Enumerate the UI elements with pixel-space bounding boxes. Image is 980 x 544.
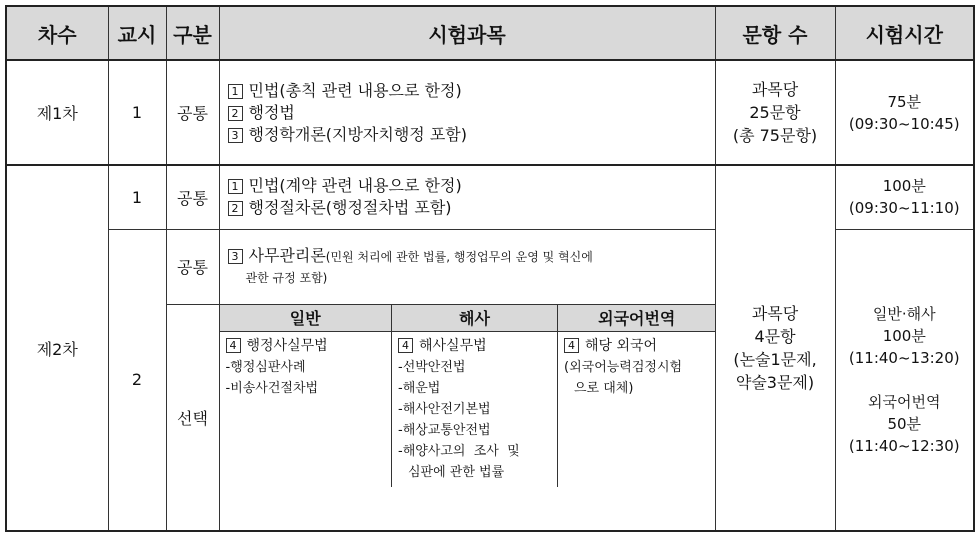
round2-period2-common-category: 공통	[166, 229, 219, 304]
header-subjects: 시험과목	[219, 6, 715, 60]
questions-line: 과목당	[751, 80, 799, 99]
round1-period: 1	[108, 60, 166, 165]
questions-line: 25문항	[749, 103, 801, 122]
time-duration: 50분	[887, 414, 922, 433]
header-time: 시험시간	[835, 6, 974, 60]
subject-number-box: 3	[228, 128, 243, 143]
subject-number-box: 2	[228, 201, 243, 216]
round2-questions	[715, 165, 835, 531]
questions-line: (총 75문항)	[732, 126, 818, 145]
elective-header-translation: 외국어번역	[558, 305, 716, 332]
elective-title	[398, 336, 551, 357]
round2-period1: 1	[108, 165, 166, 229]
elective-title-text: 해당 외국어	[585, 337, 658, 354]
elective-header-general: 일반	[220, 305, 392, 332]
time-range: (09:30~11:10)	[848, 199, 960, 218]
subject-number-box: 4	[564, 338, 579, 353]
header-category: 구분	[166, 6, 219, 60]
exam-schedule-table	[5, 5, 975, 532]
subject-note: (민원 처리에 관한 법률, 행정업무의 운영 및 혁신에	[325, 249, 593, 264]
questions-line: 약술3문제)	[735, 373, 815, 392]
subject-text: 행정법	[248, 102, 295, 122]
time-range: (11:40~12:30)	[848, 436, 960, 455]
time-range: (11:40~13:20)	[848, 348, 960, 367]
elective-item: -비송사건절차법	[225, 380, 319, 396]
subject-number-box: 4	[226, 338, 241, 353]
elective-title-text: 해사실무법	[419, 337, 487, 354]
elective-item: 심판에 관한 법률	[408, 464, 505, 480]
header-period: 교시	[108, 6, 166, 60]
subject-text: 민법(총칙 관련 내용으로 한정)	[248, 80, 462, 100]
elective-item: -해운법	[398, 380, 441, 396]
elective-item: -해양사고의 조사 및	[398, 443, 520, 459]
subject-number-box: 3	[228, 249, 243, 264]
header-questions: 문항 수	[715, 6, 835, 60]
elective-title	[226, 336, 386, 357]
elective-maritime	[392, 331, 558, 487]
round2-period1-category: 공통	[166, 165, 219, 229]
elective-translation	[558, 331, 716, 487]
round2-label: 제2차	[6, 165, 108, 531]
elective-item: -해상교통안전법	[398, 422, 491, 438]
subject-number-box: 1	[228, 179, 243, 194]
round2-period1-time	[835, 165, 974, 229]
subject-text: 행정학개론(지방자치행정 포함)	[248, 124, 467, 144]
time-duration: 100분	[882, 177, 926, 196]
time-range: (09:30~10:45)	[848, 114, 960, 133]
elective-item: -행정심판사례	[225, 359, 306, 375]
round2-period2-common-subject	[219, 229, 715, 304]
time-duration: 75분	[887, 92, 922, 111]
round2-period2-time	[835, 229, 974, 531]
round1-time	[835, 60, 974, 165]
elective-item: -선박안전법	[398, 359, 466, 375]
elective-item: -해사안전기본법	[398, 401, 491, 417]
questions-line: 과목당	[751, 304, 799, 323]
subject-text: 민법(계약 관련 내용으로 한정)	[248, 176, 462, 196]
subject-number-box: 4	[398, 338, 413, 353]
subject-line	[228, 197, 715, 219]
questions-line: 4문항	[754, 327, 796, 346]
subject-text: 사무관리론	[248, 245, 326, 265]
round1-label: 제1차	[6, 60, 108, 165]
time-duration: 100분	[882, 326, 926, 345]
subject-line	[228, 102, 715, 124]
round2-period1-subjects	[219, 165, 715, 229]
elective-title	[564, 336, 710, 357]
round2-period1-row	[6, 165, 974, 229]
elective-subjects-table	[220, 305, 716, 487]
subject-line	[228, 245, 715, 268]
round1-subjects	[219, 60, 715, 165]
elective-subjects-cell	[219, 304, 715, 531]
round1-row	[6, 60, 974, 165]
elective-header-maritime: 해사	[392, 305, 558, 332]
header-row	[6, 6, 974, 60]
subject-number-box: 2	[228, 106, 243, 121]
elective-item: 으로 대체)	[574, 380, 634, 396]
header-round: 차수	[6, 6, 108, 60]
subject-note-continued: 관한 규정 포함)	[245, 270, 328, 285]
time-group-label: 일반·해사	[872, 304, 936, 323]
elective-general	[220, 331, 392, 487]
elective-title-text: 행정사실무법	[246, 337, 328, 354]
subject-text: 행정절차론(행정절차법 포함)	[248, 198, 452, 218]
elective-item: (외국어능력검정시험	[564, 359, 683, 375]
round2-period2-elective-category: 선택	[166, 304, 219, 531]
subject-number-box: 1	[228, 84, 243, 99]
subject-line	[228, 80, 715, 102]
subject-line	[228, 175, 715, 197]
questions-line: (논술1문제,	[733, 350, 817, 369]
round1-questions	[715, 60, 835, 165]
subject-line	[228, 124, 715, 146]
round1-category: 공통	[166, 60, 219, 165]
time-group-label: 외국어번역	[868, 392, 941, 411]
round2-period2: 2	[108, 229, 166, 531]
